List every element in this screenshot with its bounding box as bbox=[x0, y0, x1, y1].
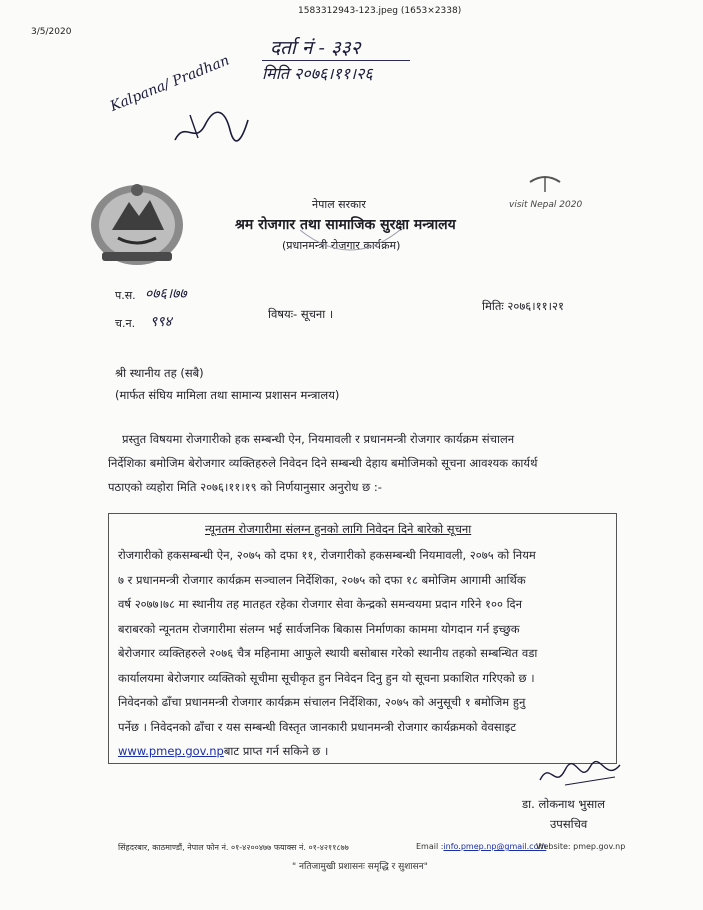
cha-na-value: ९९४ bbox=[150, 314, 172, 330]
visit-nepal-text: visit Nepal 2020 bbox=[509, 200, 583, 210]
signatory-name: डा. लोकनाथ भुसाल bbox=[522, 797, 606, 811]
intro-line: पठाएको व्यहोरा मिति २०७६।११।१९ को निर्णयानुसार अनुरोध छ :- bbox=[108, 480, 382, 494]
notice-line: पर्नेछ । निवेदनको ढाँचा र यस सम्बन्धी विस्तृत जानकारी प्रधानमन्त्री रोजगार कार्यक्रमको वेवसाइट bbox=[118, 719, 517, 734]
pa-sa-label: प.स. bbox=[115, 289, 136, 302]
handwritten-darta-number: दर्ता नं - ३३२ bbox=[270, 37, 361, 59]
footer-email-link[interactable]: info.pmep.np@gmail.com bbox=[443, 842, 547, 851]
handwritten-note: Kalpana/ Pradhan bbox=[108, 52, 232, 115]
notice-line: कार्यालयमा बेरोजगार व्यक्तिको सूचीमा सूचीकृत हुन निवेदन दिनु हुन यो सूचना प्रकाशित गरिएको छ । bbox=[118, 670, 535, 685]
addressee-line-1: श्री स्थानीय तह (सबै) bbox=[115, 366, 204, 380]
addressee-line-2: (मार्फत संघिय मामिला तथा सामान्य प्रशासन मन्त्रालय) bbox=[115, 388, 340, 402]
intro-paragraph bbox=[108, 427, 633, 499]
footer-motto: " नतिजामुखी प्रशासनः समृद्धि र सुशासन" bbox=[292, 862, 428, 872]
letterhead-program: (प्रधानमन्त्री रोजगार कार्यक्रम) bbox=[282, 239, 401, 252]
handwritten-miti: मिति २०७६।११।२६ bbox=[262, 64, 373, 83]
letter-date: मितिः २०७६।११।२१ bbox=[482, 299, 564, 313]
pa-sa-value: ०७६।७७ bbox=[145, 286, 187, 302]
handwritten-scribble-icon bbox=[170, 100, 250, 150]
signature-icon bbox=[535, 755, 625, 795]
footer-email bbox=[416, 842, 546, 851]
intro-line: निर्देशिका बमोजिम बेरोजगार व्यक्तिहरुले निवेदन दिने सम्बन्धी देहाय बमोजिमको सूचना आवश्यक कार्यर्थ bbox=[108, 456, 538, 470]
notice-last-text: बाट प्राप्त गर्न सकिने छ । bbox=[223, 744, 329, 758]
footer-email-label: Email : bbox=[416, 842, 444, 851]
print-file-title: 1583312943-123.jpeg (1653×2338) bbox=[298, 6, 462, 16]
notice-line: बेरोजगार व्यक्तिहरुले २०७६ चैत्र महिनामा आफुले स्थायी बसोबास गरेको स्थानीय तहको सम्बन्धित वडा bbox=[118, 646, 538, 660]
underline-rule bbox=[262, 60, 410, 61]
nepal-emblem-icon bbox=[84, 180, 190, 270]
subject-line: विषयः- सूचना । bbox=[268, 307, 334, 321]
notice-line: बराबरको न्यूनतम रोजगारीमा संलग्न भई सार्वजनिक बिकास निर्माणका काममा योगदान गर्न इच्छुक bbox=[118, 621, 520, 636]
signatory-title: उपसचिव bbox=[550, 817, 588, 831]
footer-address: सिंहदरबार, काठमाण्डौं, नेपाल फोन नं. ०१-४२००४७७ फयाक्स नं. ०१-४२११८७७ bbox=[118, 843, 349, 852]
notice-line: निवेदनको ढाँचा प्रधानमन्त्री रोजगार कार्यक्रम संचालन निर्देशिका, २०७५ को अनुसूची १ बमोजिम हुनु bbox=[118, 695, 526, 709]
letterhead-government: नेपाल सरकार bbox=[312, 198, 366, 211]
pmep-website-link[interactable]: www.pmep.gov.np bbox=[118, 744, 224, 758]
cha-na-label: च.न. bbox=[115, 317, 136, 330]
seal-stamp-icon bbox=[295, 225, 405, 265]
intro-line: प्रस्तुत विषयमा रोजगारीको हक सम्बन्धी ऐन, नियमावली र प्रधानमन्त्री रोजगार कार्यक्रम संचालन bbox=[122, 432, 515, 446]
notice-line: ७ र प्रधानमन्त्री रोजगार कार्यक्रम सञ्चालन निर्देशिका, २०७५ को दफा १८ बमोजिम आगामी आर्थिक bbox=[118, 572, 526, 587]
letterhead-ministry: श्रम रोजगार तथा सामाजिक सुरक्षा मन्त्रालय bbox=[235, 217, 456, 233]
notice-line: रोजगारीको हकसम्बन्धी ऐन, २०७५ को दफा ११, रोजगारीको हकसम्बन्धी नियमावली, २०७५ को नियम bbox=[118, 548, 536, 562]
footer-website: Website: pmep.gov.np bbox=[536, 842, 626, 851]
notice-body bbox=[118, 543, 613, 764]
notice-title: न्यूनतम रोजगारीमा संलग्न हुनको लागि निवेदन दिने बारेको सूचना bbox=[205, 522, 472, 536]
notice-line: वर्ष २०७७।७८ मा स्थानीय तह मातहत रहेका रोजगार सेवा केन्द्रको समन्वयमा प्रदान गरिने १०० दिन bbox=[118, 597, 523, 611]
print-date: 3/5/2020 bbox=[31, 27, 72, 37]
